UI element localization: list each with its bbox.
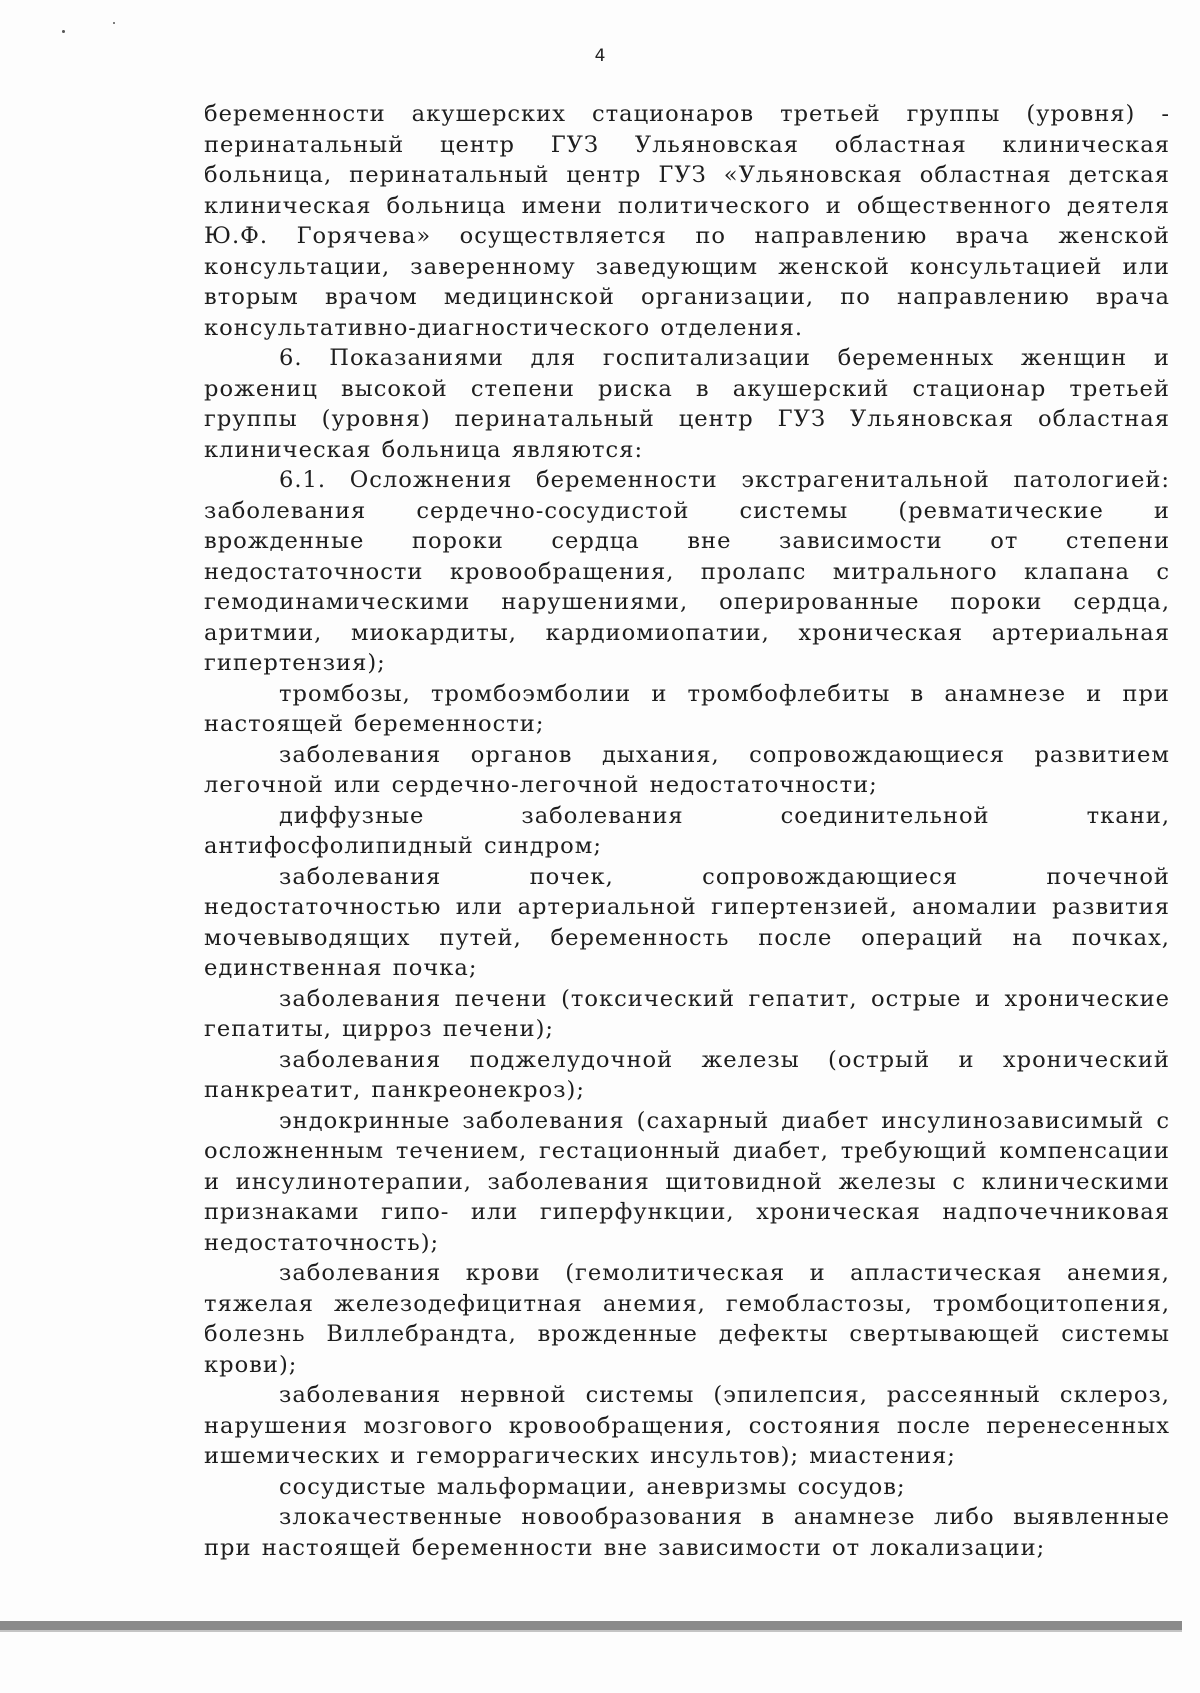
paragraph: заболевания крови (гемолитическая и апластическая анемия, тяжелая железодефицитная анемия, гемобластозы, тромбоцитопения, болезнь Виллебрандта, врожденные дефекты свертывающей системы крови);	[204, 1260, 1170, 1378]
document-body	[204, 99, 1170, 1563]
page-number: 4	[594, 46, 606, 66]
paragraph: эндокринные заболевания (сахарный диабет инсулинозависимый с осложненным течением, гестационный диабет, требующий компенсации и инсулинотерапии, заболевания щитовидной железы с клиническими признаками гипо- или гиперфункции, хроническая надпочечниковая недостаточность);	[204, 1107, 1170, 1256]
scan-speck	[62, 30, 65, 33]
paragraph: 6. Показаниями для госпитализации беременных женщин и рожениц высокой степени риска в акушерский стационар третьей группы (уровня) перинатальный центр ГУЗ Ульяновская областная клиническая больница являются:	[204, 345, 1170, 463]
scan-edge-bar	[0, 1621, 1182, 1630]
scan-edge-shadow	[0, 1630, 1182, 1632]
paragraph: заболевания печени (токсический гепатит, острые и хронические гепатиты, цирроз печени);	[204, 985, 1170, 1042]
paragraph: сосудистые мальформации, аневризмы сосудов;	[279, 1473, 906, 1500]
paragraph: злокачественные новообразования в анамнезе либо выявленные при настоящей беременности вне зависимости от локализации;	[204, 1504, 1170, 1561]
paragraph: диффузные заболевания соединительной ткани, антифосфолипидный синдром;	[204, 802, 1170, 859]
paragraph: 6.1. Осложнения беременности экстрагенитальной патологией: заболевания сердечно-сосудистой системы (ревматические и врожденные пороки сердца вне зависимости от степени недостаточности кровообращения, пролапс митрального клапана с гемодинамическими нарушениями, оперированные пороки сердца, аритмии, миокардиты, кардиомиопатии, хроническая артериальная гипертензия);	[204, 467, 1170, 676]
paragraph: беременности акушерских стационаров третьей группы (уровня) - перинатальный центр ГУЗ Ульяновская областная клиническая больница, перинатальный центр ГУЗ «Ульяновская областная детская клиническая больница имени политического и общественного деятеля Ю.Ф. Горячева» осуществляется по направлению врача женской консультации, заверенному заведующим женской консультацией или вторым врачом медицинской организации, по направлению врача консультативно-диагностического отделения.	[204, 101, 1170, 341]
scan-speck	[113, 22, 115, 24]
paragraph: заболевания поджелудочной железы (острый и хронический панкреатит, панкреонекроз);	[204, 1046, 1170, 1103]
paragraph: тромбозы, тромбоэмболии и тромбофлебиты в анамнезе и при настоящей беременности;	[204, 680, 1170, 737]
paragraph: заболевания почек, сопровождающиеся почечной недостаточностью или артериальной гипертензией, аномалии развития мочевыводящих путей, беременность после операций на почках, единственная почка;	[204, 863, 1170, 981]
paragraph: заболевания нервной системы (эпилепсия, рассеянный склероз, нарушения мозгового кровообращения, состояния после перенесенных ишемических и геморрагических инсультов); миастения;	[204, 1382, 1170, 1469]
paragraph: заболевания органов дыхания, сопровождающиеся развитием легочной или сердечно-легочной недостаточности;	[204, 741, 1170, 798]
